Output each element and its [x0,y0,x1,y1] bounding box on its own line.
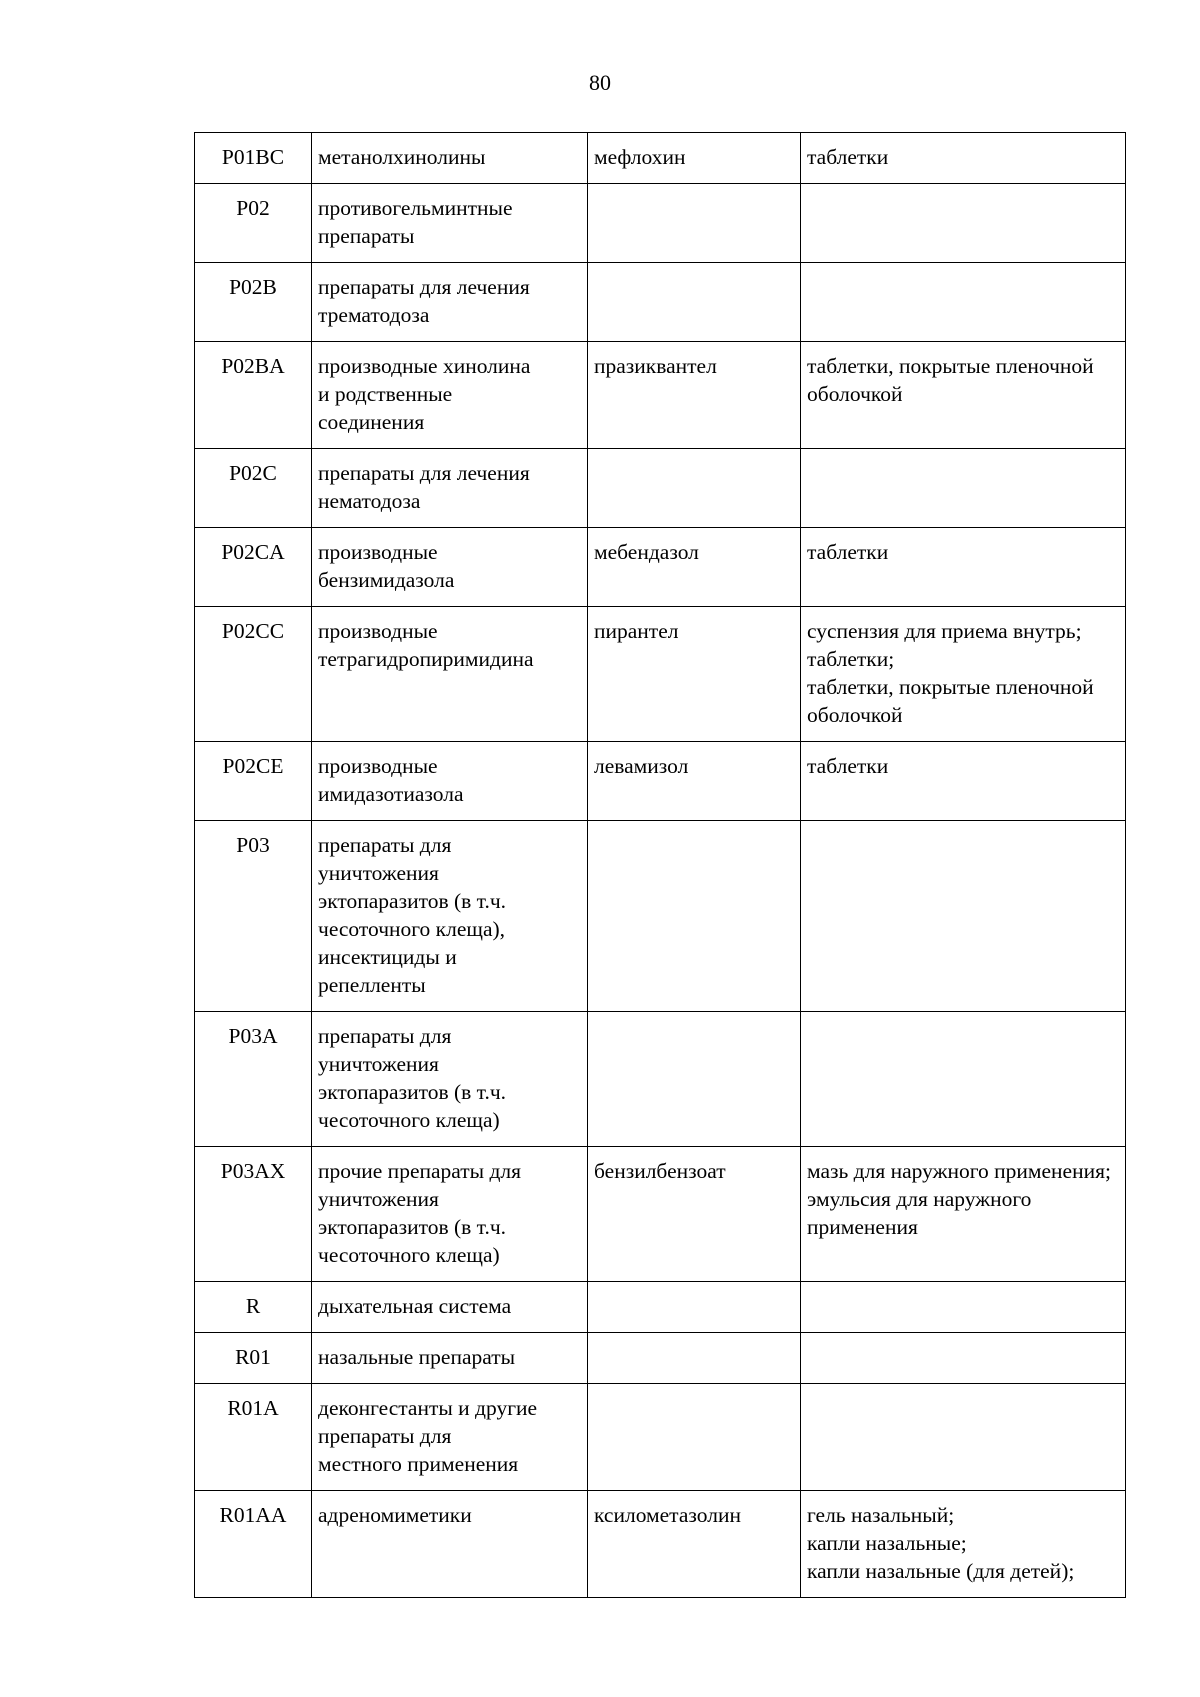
cell-text-line: эктопаразитов (в т.ч. [318,889,507,913]
group-name-cell [312,263,588,342]
cell-text-line: таблетки [807,540,889,564]
cell-text-line: применения [807,1215,918,1239]
cell-text-line: тетрагидропиримидина [318,647,534,671]
table-row [195,742,1126,821]
atc-code-cell: P02BA [195,342,312,449]
drug-name-cell [588,1282,801,1333]
dosage-form-cell [801,133,1126,184]
dosage-form-cell [801,1012,1126,1147]
cell-text-line: соединения [318,410,425,434]
atc-code-cell: R01AA [195,1491,312,1598]
drug-name-cell [588,1384,801,1491]
drug-name-cell [588,263,801,342]
cell-text-line: бензимидазола [318,568,455,592]
group-name-cell [312,1147,588,1282]
dosage-form-cell [801,449,1126,528]
group-name-cell [312,184,588,263]
cell-text-line: пирантел [594,619,679,643]
dosage-form-cell [801,607,1126,742]
cell-text-line: препараты [318,224,415,248]
atc-code-cell: P03 [195,821,312,1012]
cell-text-line: препараты для лечения [318,275,530,299]
atc-code-cell: P03AX [195,1147,312,1282]
cell-text-line: инсектициды и [318,945,457,969]
cell-text-line: назальные препараты [318,1345,516,1369]
cell-text-line: эктопаразитов (в т.ч. [318,1215,507,1239]
group-name-cell [312,133,588,184]
table-row [195,1491,1126,1598]
dosage-form-cell [801,742,1126,821]
drug-name-cell [588,742,801,821]
atc-code-cell: P03A [195,1012,312,1147]
atc-code-cell: R01A [195,1384,312,1491]
atc-code-cell: P01BC [195,133,312,184]
cell-text-line: чесоточного клеща) [318,1243,500,1267]
group-name-cell [312,528,588,607]
table-row [195,1012,1126,1147]
group-name-cell [312,607,588,742]
atc-code-cell: P02B [195,263,312,342]
table-row [195,449,1126,528]
cell-text-line: препараты для лечения [318,461,530,485]
cell-text-line: мефлохин [594,145,686,169]
dosage-form-cell [801,1147,1126,1282]
drug-name-cell [588,1012,801,1147]
cell-text-line: производные [318,540,438,564]
group-name-cell [312,1282,588,1333]
table-row [195,263,1126,342]
cell-text-line: производные хинолина [318,354,531,378]
table-row [195,1333,1126,1384]
cell-text-line: уничтожения [318,1187,439,1211]
atc-code-cell: R01 [195,1333,312,1384]
cell-text-line: таблетки [807,754,889,778]
drug-name-cell [588,342,801,449]
cell-text-line: гель назальный; [807,1503,955,1527]
table-row [195,184,1126,263]
cell-text-line: уничтожения [318,861,439,885]
group-name-cell [312,1491,588,1598]
drug-name-cell [588,449,801,528]
drug-name-cell [588,1333,801,1384]
cell-text-line: препараты для [318,1024,452,1048]
table-row [195,133,1126,184]
drug-name-cell [588,528,801,607]
cell-text-line: оболочкой [807,382,903,406]
drug-table [194,132,1126,1598]
table-row [195,1384,1126,1491]
cell-text-line: таблетки [807,145,889,169]
group-name-cell [312,1333,588,1384]
group-name-cell [312,742,588,821]
dosage-form-cell [801,1491,1126,1598]
cell-text-line: ксилометазолин [594,1503,741,1527]
atc-code-cell: P02C [195,449,312,528]
drug-name-cell [588,821,801,1012]
dosage-form-cell [801,528,1126,607]
atc-code-cell: P02CC [195,607,312,742]
cell-text-line: уничтожения [318,1052,439,1076]
cell-text-line: суспензия для приема внутрь; [807,619,1082,643]
cell-text-line: дыхательная система [318,1294,512,1318]
drug-name-cell [588,133,801,184]
cell-text-line: таблетки, покрытые пленочной [807,354,1094,378]
table-row [195,1282,1126,1333]
table-row [195,607,1126,742]
cell-text-line: левамизол [594,754,689,778]
cell-text-line: прочие препараты для [318,1159,522,1183]
dosage-form-cell [801,1282,1126,1333]
cell-text-line: местного применения [318,1452,519,1476]
cell-text-line: препараты для [318,1424,452,1448]
cell-text-line: нематодоза [318,489,421,513]
cell-text-line: адреномиметики [318,1503,472,1527]
table-row [195,821,1126,1012]
drug-name-cell [588,184,801,263]
drug-name-cell [588,1491,801,1598]
dosage-form-cell [801,1333,1126,1384]
table-row [195,342,1126,449]
drug-name-cell [588,607,801,742]
dosage-form-cell [801,342,1126,449]
cell-text-line: чесоточного клеща), [318,917,506,941]
cell-text-line: эмульсия для наружного [807,1187,1032,1211]
cell-text-line: таблетки; [807,647,895,671]
cell-text-line: таблетки, покрытые пленочной [807,675,1094,699]
drug-name-cell [588,1147,801,1282]
cell-text-line: имидазотиазола [318,782,464,806]
dosage-form-cell [801,1384,1126,1491]
cell-text-line: препараты для [318,833,452,857]
cell-text-line: деконгестанты и другие [318,1396,538,1420]
cell-text-line: чесоточного клеща) [318,1108,500,1132]
cell-text-line: оболочкой [807,703,903,727]
cell-text-line: мебендазол [594,540,699,564]
page-number: 80 [589,70,611,95]
cell-text-line: и родственные [318,382,453,406]
atc-code-cell: P02 [195,184,312,263]
atc-code-cell: R [195,1282,312,1333]
table-row [195,1147,1126,1282]
group-name-cell [312,1012,588,1147]
cell-text-line: капли назальные; [807,1531,967,1555]
cell-text-line: производные [318,754,438,778]
group-name-cell [312,342,588,449]
dosage-form-cell [801,821,1126,1012]
atc-code-cell: P02CA [195,528,312,607]
cell-text-line: празиквантел [594,354,717,378]
group-name-cell [312,449,588,528]
cell-text-line: бензилбензоат [594,1159,726,1183]
cell-text-line: трематодоза [318,303,430,327]
cell-text-line: метанолхинолины [318,145,486,169]
table-body [195,133,1126,1598]
atc-code-cell: P02CE [195,742,312,821]
group-name-cell [312,1384,588,1491]
table-row [195,528,1126,607]
cell-text-line: производные [318,619,438,643]
dosage-form-cell [801,263,1126,342]
dosage-form-cell [801,184,1126,263]
cell-text-line: эктопаразитов (в т.ч. [318,1080,507,1104]
cell-text-line: капли назальные (для детей); [807,1559,1075,1583]
cell-text-line: мазь для наружного применения; [807,1159,1111,1183]
cell-text-line: репелленты [318,973,426,997]
cell-text-line: противогельминтные [318,196,513,220]
group-name-cell [312,821,588,1012]
